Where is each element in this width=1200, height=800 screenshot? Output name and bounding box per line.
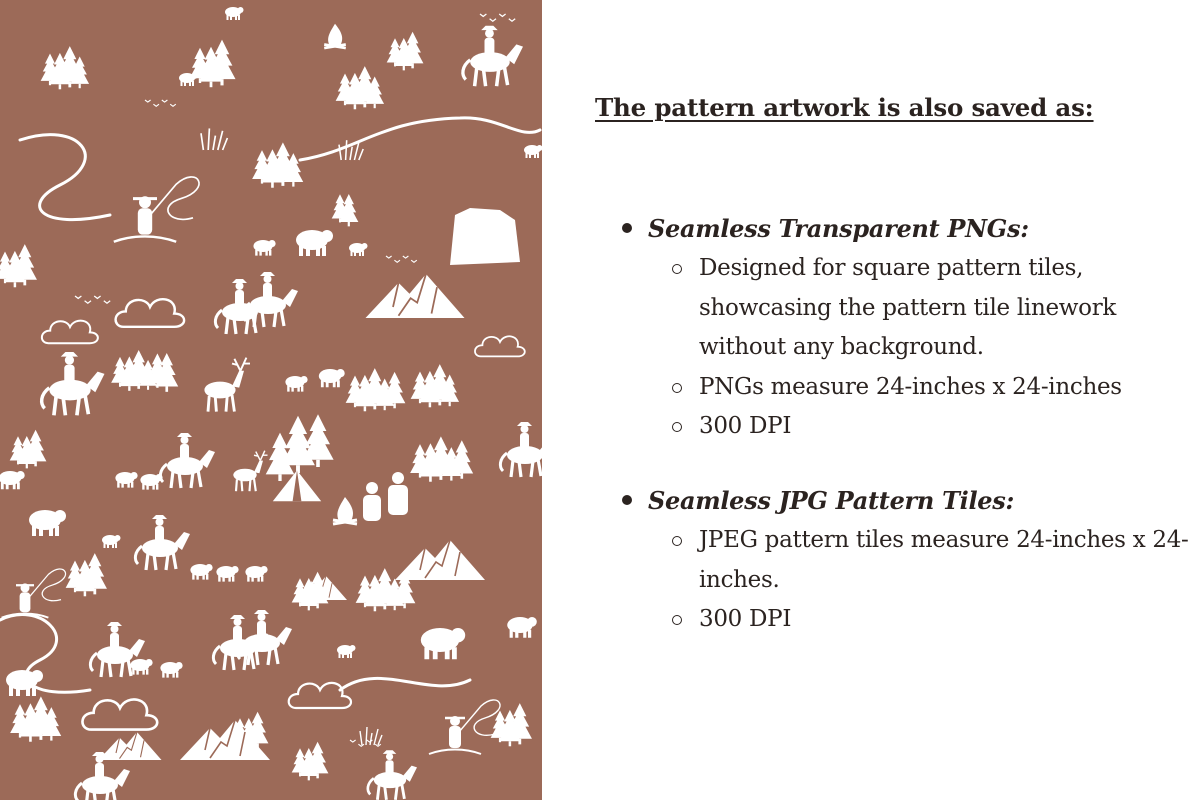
bison-icon [29, 510, 66, 536]
camper-icon [392, 472, 404, 484]
list-item [672, 249, 1192, 368]
info-panel [542, 0, 1200, 800]
cattle-icon [130, 659, 152, 675]
cowboy-on-horse-icon [42, 352, 105, 415]
cowboy-on-horse-icon [463, 26, 523, 87]
circle-bullet-icon [672, 422, 682, 432]
bear-icon [349, 243, 368, 256]
bullet-icon [622, 223, 632, 233]
deer-icon [233, 451, 267, 492]
fly-fisherman-icon [2, 569, 66, 618]
list-item [672, 600, 1192, 640]
toile-pattern-image [0, 0, 542, 800]
list-item [672, 407, 1192, 447]
river-icon [340, 678, 470, 690]
list-item-text: Designed for square pattern tiles, showcasing the pattern tile linework without any background. [699, 255, 1117, 360]
list-item-text: 300 DPI [699, 413, 792, 439]
bear-icon [296, 230, 333, 256]
bullet-icon [622, 495, 632, 505]
list-item-text: 300 DPI [699, 606, 792, 632]
page-heading: The pattern artwork is also saved as: [595, 93, 1094, 122]
western-toile-illustration [0, 0, 542, 800]
section-title: Seamless JPG Pattern Tiles: [648, 486, 1015, 515]
cloud-icon [289, 683, 351, 708]
list-item-text: PNGs measure 24-inches x 24-inches [699, 373, 1122, 400]
river-icon [20, 135, 110, 220]
moose-icon [319, 369, 345, 387]
section-title-row [622, 209, 1192, 249]
bear-icon [421, 628, 465, 659]
river-icon [300, 118, 540, 160]
campfire-icon [324, 24, 346, 48]
mountain-icon [395, 540, 485, 580]
cloud-icon [82, 699, 157, 729]
section-items [622, 249, 1192, 447]
camper-icon [363, 495, 381, 521]
bison-icon [0, 471, 25, 489]
moose-icon [285, 376, 307, 392]
circle-bullet-icon [672, 615, 682, 625]
circle-bullet-icon [672, 383, 682, 393]
cattle-icon [216, 566, 238, 582]
fly-fisherman-icon [114, 177, 199, 242]
bear-icon [524, 145, 542, 158]
deer-icon [204, 358, 250, 412]
grass-icon [360, 727, 382, 745]
cloud-icon [116, 299, 184, 327]
mountain-icon [99, 732, 162, 760]
bird-icon [75, 296, 110, 303]
cattle-icon [115, 472, 137, 488]
grass-icon [339, 140, 363, 160]
deer-icon [179, 73, 198, 86]
butte-icon [450, 208, 520, 265]
cattle-icon [190, 564, 212, 580]
camper-icon [388, 485, 408, 515]
pine-tree-icon [302, 414, 333, 467]
camper-icon [366, 482, 378, 494]
bear-icon [507, 617, 537, 638]
list-item-text: JPEG pattern tiles measure 24-inches x 24-inches. [699, 527, 1189, 593]
list-item [672, 368, 1192, 408]
wolf-icon [337, 645, 356, 658]
bird-icon [480, 14, 515, 21]
fly-fisherman-icon [429, 700, 500, 754]
cowboy-on-horse-icon [160, 433, 215, 488]
cloud-icon [475, 336, 525, 356]
section-transparent-pngs [622, 209, 1192, 447]
section-title: Seamless Transparent PNGs: [648, 214, 1029, 243]
circle-bullet-icon [672, 264, 682, 274]
section-jpg-tiles [622, 481, 1192, 640]
section-title-row [622, 481, 1192, 521]
cattle-icon [102, 535, 121, 548]
bear-icon [225, 7, 244, 20]
cattle-icon [245, 566, 267, 582]
mountain-icon [366, 274, 465, 318]
section-items [622, 521, 1192, 640]
circle-bullet-icon [672, 536, 682, 546]
grass-icon [201, 128, 227, 150]
bear-icon [253, 240, 275, 256]
bird-icon [386, 256, 417, 262]
bird-icon [350, 740, 381, 746]
bird-icon [145, 100, 176, 106]
cowboy-on-horse-icon [500, 422, 542, 477]
moose-icon [6, 670, 43, 696]
cowboy-on-horse-icon [368, 750, 417, 800]
cloud-icon [42, 321, 98, 344]
campfire-icon [333, 497, 357, 524]
cowboy-on-horse-icon [135, 515, 190, 570]
cattle-icon [160, 662, 182, 678]
list-item [672, 521, 1192, 600]
